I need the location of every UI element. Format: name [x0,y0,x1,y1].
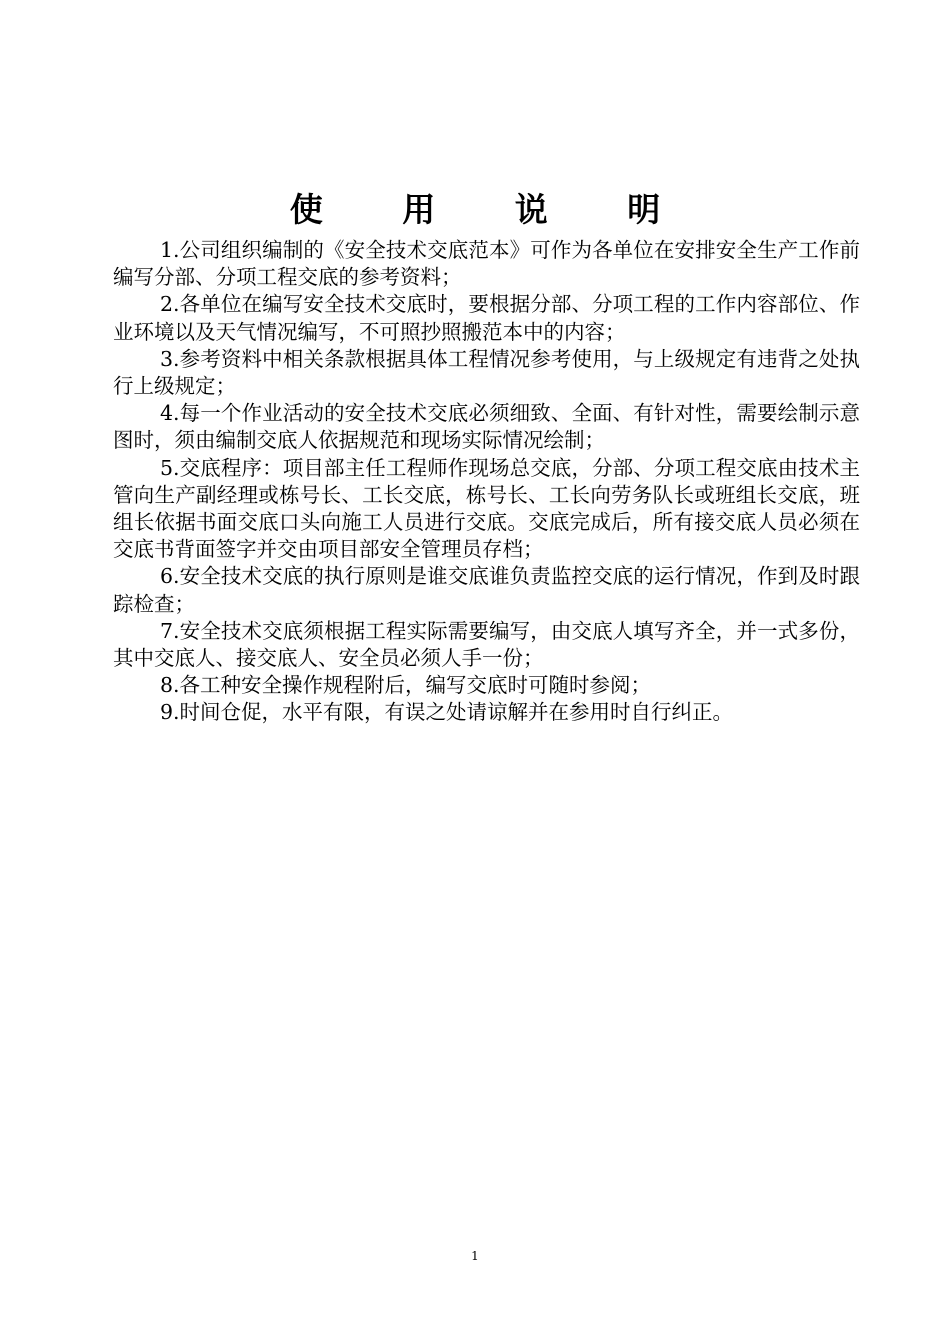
page-number: 1 [471,1249,479,1263]
page-title: 使 用 说 明 [289,190,695,229]
instruction-paragraph-3: 3.参考资料中相关条款根据具体工程情况参考使用，与上级规定有违背之处执行上级规定； [113,346,860,399]
instruction-paragraph-2: 2.各单位在编写安全技术交底时，要根据分部、分项工程的工作内容部位、作业环境以及天气情况编写，不可照抄照搬范本中的内容； [113,292,860,344]
instruction-paragraph-4: 4.每一个作业活动的安全技术交底必须细致、全面、有针对性，需要绘制示意图时，须由编制交底人依据规范和现场实际情况绘制； [113,401,860,453]
instruction-paragraph-6: 6.安全技术交底的执行原则是谁交底谁负责监控交底的运行情况，作到及时跟踪检查； [113,564,860,616]
instruction-paragraph-5: 5.交底程序：项目部主任工程师作现场总交底，分部、分项工程交底由技术主管向生产副经理或栋号长、工长交底，栋号长、工长向劳务队长或班组长交底，班组长依据书面交底口头向施工人员进行交底。交底完成后，所有接交底人员必须在交底书背面签字并交由项目部安全管理员存档； [113,455,860,562]
instruction-paragraph-9: 9.时间仓促，水平有限，有误之处请谅解并在参用时自行纠正。 [160,700,734,725]
instruction-paragraph-7: 7.安全技术交底须根据工程实际需要编写，由交底人填写齐全，并一式多份，其中交底人、接交底人、安全员必须人手一份； [113,618,860,671]
instruction-paragraph-1: 1.公司组织编制的《安全技术交底范本》可作为各单位在安排安全生产工作前编写分部、分项工程交底的参考资料； [113,238,860,290]
instruction-paragraph-8: 8.各工种安全操作规程附后，编写交底时可随时参阅； [160,673,652,698]
instructions-body [113,237,860,727]
